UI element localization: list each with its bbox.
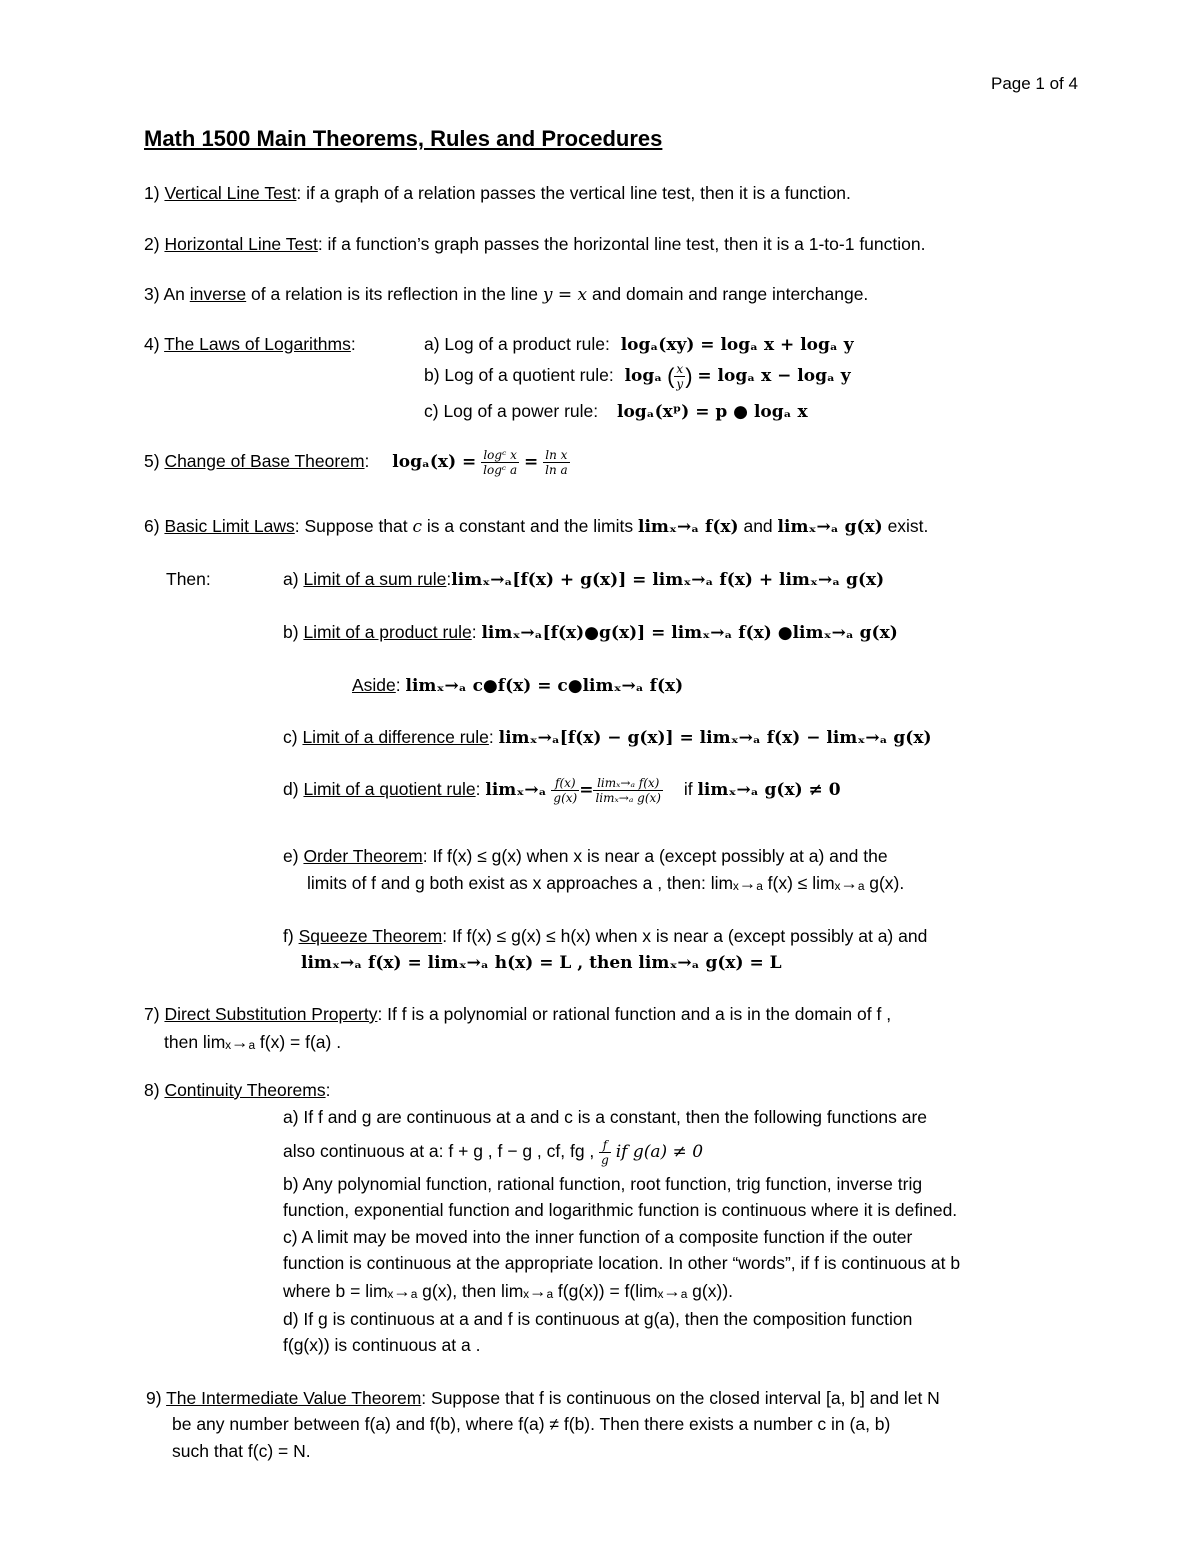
numerator: ln x [543,448,570,463]
math-expression: logₐ(xᵖ) = p ● logₐ x [617,402,808,422]
continuity-d-line2: f(g(x)) is continuous at a . [283,1335,481,1355]
math-expression: logₐ [624,366,663,387]
item-number: 5) [144,451,160,472]
theorem-text: : Suppose that [294,516,413,536]
equals: = [523,452,539,473]
item-3 [144,284,868,305]
theorem-text: : if a graph of a relation passes the vertical line test, then it is a function. [296,183,851,203]
math-expression: = logₐ x − logₐ y [697,366,851,387]
theorem-name: Basic Limit Laws [164,516,295,536]
item-number: 4) [144,334,160,354]
continuity-b-line2: function, exponential function and logarithmic function is continuous where it is defined. [283,1200,958,1220]
condition-text: if [683,779,698,800]
math-expression: limₓ→ₐ [485,780,547,801]
item-number: 9) [146,1388,162,1408]
fraction [551,776,579,805]
fraction [599,1138,611,1167]
math-expression: logₐ(xy) = logₐ x + logₐ y [620,335,854,355]
fraction [674,362,685,391]
numerator: x [676,362,684,376]
theorem-text: is a constant and the limits [422,516,638,536]
theorem-name: Horizontal Line Test [164,234,318,254]
continuity-c-line1: c) A limit may be moved into the inner function of a composite function if the outer [283,1227,913,1247]
rule-text: : If f(x) ≤ g(x) when x is near a (except possibly at a) and the [422,846,888,866]
theorem-name: Continuity Theorems [164,1080,326,1100]
item-5 [144,448,570,477]
rule-name: Limit of a quotient rule [303,779,476,800]
numerator: logᶜ x [481,448,519,463]
log-product-rule [424,334,854,355]
numerator: f [599,1138,611,1153]
theorem-name: Direct Substitution Property [164,1004,378,1024]
item-number: 1) [144,183,160,203]
rule-label: a) [283,569,304,589]
theorem-name: The Laws of Logarithms [164,334,351,354]
rule-label: b) Log of a quotient rule: [424,365,614,386]
log-power-rule [424,401,808,422]
theorem-post: and domain and range interchange. [587,284,869,304]
rule-label: d) [283,779,304,800]
item-number: 6) [144,516,160,536]
continuity-a-line1: a) If f and g are continuous at a and c is a constant, then the following functions are [283,1107,928,1127]
denominator: ln a [545,463,568,477]
numerator: limₓ→ₐ f(x) [593,776,663,791]
math-expression: limₓ→ₐ g(x) [777,517,883,537]
equals: = [579,780,594,801]
paren: ) [685,363,693,389]
math-expression: if g(a) ≠ 0 [615,1142,704,1163]
fraction [543,448,570,477]
rule-label: f) [283,926,299,946]
theorem-name: Vertical Line Test [164,183,297,203]
rule-name: Limit of a product rule [303,622,472,642]
aside-label: Aside [352,675,396,695]
continuity-c-line3: where b = limₓ→ₐ g(x), then limₓ→ₐ f(g(x)) = f(limₓ→ₐ g(x)). [283,1281,734,1301]
then-label: Then: [166,569,211,589]
math-expression: c [412,517,423,537]
rule-label: a) Log of a product rule: [424,334,610,354]
item-number: 2) [144,234,160,254]
aside: Aside: limₓ→ₐ c●f(x) = c●limₓ→ₐ f(x) [352,675,684,696]
page-number: Page 1 of 4 [991,74,1078,93]
item-number: 8) [144,1080,160,1100]
item-9 [146,1388,940,1409]
continuity-b-line1: b) Any polynomial function, rational function, root function, trig function, inverse trig [283,1174,923,1194]
rule-text: : If f(x) ≤ g(x) ≤ h(x) when x is near a (except possibly at a) and [442,926,928,946]
item-9-line3: such that f(c) = N. [172,1441,311,1461]
fraction [593,776,663,805]
theorem-pre: An [163,284,190,304]
denominator: y [676,377,684,391]
item-number: 7) [144,1004,160,1024]
math-expression: limₓ→ₐ c●f(x) = c●limₓ→ₐ f(x) [405,676,684,696]
math-expression: limₓ→ₐ[f(x) + g(x)] = limₓ→ₐ f(x) + limₓ→ₐ g(x) [451,570,885,590]
math-expression: limₓ→ₐ g(x) ≠ 0 [697,780,841,801]
rule-label: e) [283,846,304,866]
continuity-a-line2 [283,1138,703,1167]
limit-quotient-rule: d) Limit of a quotient rule: limₓ→ₐ $\frac{f(x)}{g(x)}$ = $\frac{\text{limₓ→ₐ f(x)}}{\text{limₓ→ₐ g(x)}}$ if limₓ→ₐ g(x) ≠ 0 [283,776,841,805]
item-8-heading [144,1080,330,1101]
colon: : [325,1080,331,1100]
item-9-line2: be any number between f(a) and f(b), where f(a) ≠ f(b). Then there exists a number c in (a, b) [172,1414,891,1434]
theorem-name: The Intermediate Value Theorem [166,1388,422,1408]
item-7-line2: then limₓ→ₐ f(x) = f(a) . [164,1032,342,1052]
order-theorem [283,846,888,867]
rule-label: c) Log of a power rule: [424,401,599,421]
rule-name: Limit of a difference rule [302,727,489,747]
theorem-text: : Suppose that f is continuous on the closed interval [a, b] and let N [421,1388,940,1408]
order-theorem-line2: limits of f and g both exist as x approaches a , then: limₓ→ₐ f(x) ≤ limₓ→ₐ g(x). [307,873,905,893]
theorem-name: inverse [189,284,247,304]
denominator: g(x) [553,791,578,805]
squeeze-theorem [283,926,927,947]
continuity-d-line1: d) If g is continuous at a and f is continuous at g(a), then the composition function [283,1309,913,1329]
page-title: Math 1500 Main Theorems, Rules and Procedures [144,126,663,151]
math-expression: logₐ(x) = [392,452,477,473]
math-expression: limₓ→ₐ[f(x) − g(x)] = limₓ→ₐ f(x) − limₓ→ₐ g(x) [498,728,932,748]
math-expression: limₓ→ₐ f(x) [637,517,739,537]
continuity-c-line2: function is continuous at the appropriate location. In other “words”, if f is continuous at b [283,1253,961,1273]
denominator: logᶜ a [483,463,518,477]
squeeze-theorem-line2: limₓ→ₐ f(x) = limₓ→ₐ h(x) = L , then limₓ→ₐ g(x) = L [301,953,782,973]
rule-text: also continuous at a: f + g , f − g , cf, fg , [283,1141,595,1162]
log-quotient-rule [424,362,851,391]
rule-label: b) [283,622,304,642]
math-expression: y = x [542,285,588,305]
limit-product-rule: b) Limit of a product rule: limₓ→ₐ[f(x)●g(x)] = limₓ→ₐ f(x) ●limₓ→ₐ g(x) [283,622,898,643]
rule-name: Limit of a sum rule [303,569,447,589]
item-6 [144,516,928,537]
theorem-name: Change of Base Theorem [164,451,365,472]
theorem-text: of a relation is its reflection in the line [246,284,543,304]
item-7 [144,1004,891,1025]
colon: : [364,451,370,472]
colon: : [350,334,356,354]
rule-name: Squeeze Theorem [298,926,443,946]
limit-difference-rule: c) Limit of a difference rule: limₓ→ₐ[f(x) − g(x)] = limₓ→ₐ f(x) − limₓ→ₐ g(x) [283,727,932,748]
denominator: limₓ→ₐ g(x) [595,791,661,805]
item-1 [144,183,851,204]
rule-label: c) [283,727,303,747]
item-2 [144,234,925,255]
paren: ( [667,363,675,389]
limit-sum-rule: a) Limit of a sum rule:limₓ→ₐ[f(x) + g(x)] = limₓ→ₐ f(x) + limₓ→ₐ g(x) [283,569,885,590]
math-expression: limₓ→ₐ[f(x)●g(x)] = limₓ→ₐ f(x) ●limₓ→ₐ g(x) [481,623,898,643]
theorem-text: and [738,516,778,536]
theorem-text: : if a function’s graph passes the horizontal line test, then it is a 1-to-1 function. [317,234,926,254]
denominator: g [601,1153,609,1167]
theorem-text: exist. [882,516,929,536]
numerator: f(x) [551,776,579,791]
theorem-text: : If f is a polynomial or rational function and a is in the domain of f , [377,1004,892,1024]
fraction [481,448,519,477]
item-4-heading [144,334,356,355]
rule-name: Order Theorem [303,846,423,866]
item-number: 3) [144,284,160,304]
